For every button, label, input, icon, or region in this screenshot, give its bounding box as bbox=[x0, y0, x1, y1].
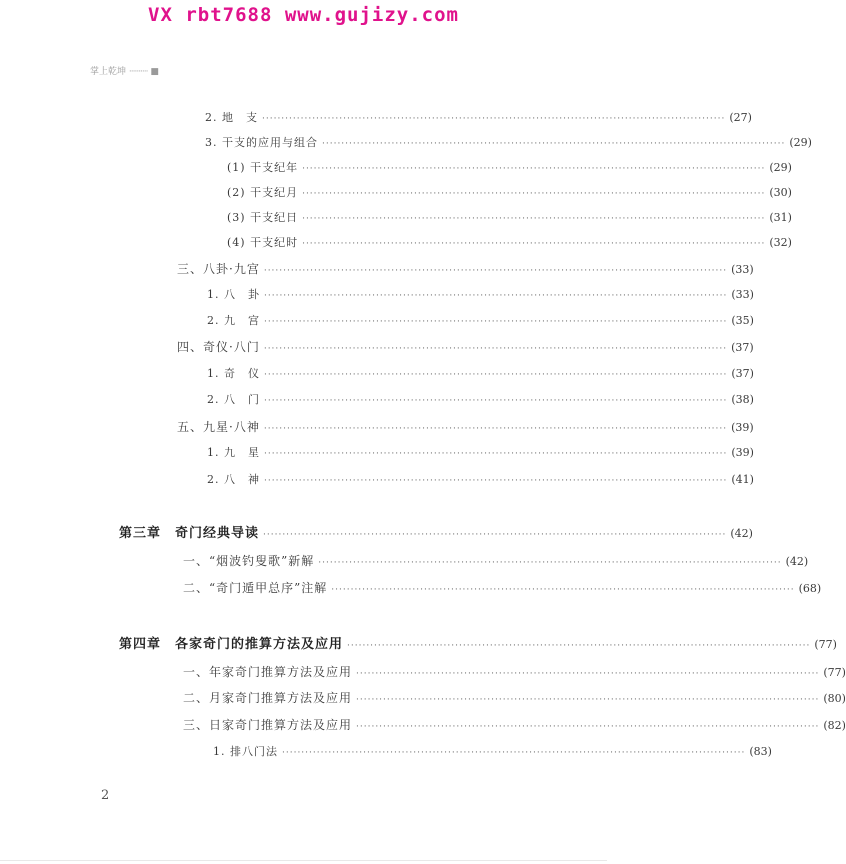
toc-entry-label: 二、月家奇门推算方法及应用 bbox=[183, 691, 353, 705]
toc-entry-page: (83) bbox=[749, 745, 772, 758]
toc-entry-page: (77) bbox=[814, 638, 837, 651]
toc-leader-dots: ························································································································ bbox=[356, 722, 820, 732]
toc-chapter bbox=[119, 526, 753, 542]
toc-entry-label: 1. 九 星 bbox=[207, 446, 260, 459]
toc-leader-dots: ························································································································ bbox=[264, 317, 728, 327]
toc-entry-label: 1. 奇 仪 bbox=[207, 367, 260, 380]
toc-leader-dots: ························································································································ bbox=[263, 424, 728, 434]
watermark: VX rbt7688 www.gujizy.com bbox=[148, 4, 459, 26]
toc-chapter bbox=[119, 637, 837, 653]
toc-entry-page: (68) bbox=[798, 582, 822, 595]
toc-entry bbox=[207, 288, 754, 303]
toc-leader-dots: ························································································································ bbox=[263, 344, 728, 354]
toc-entry bbox=[207, 367, 754, 382]
toc-entry-label: (3) 干支纪日 bbox=[227, 211, 299, 224]
toc-entry-page: (30) bbox=[769, 186, 792, 199]
toc-entry bbox=[183, 718, 846, 734]
toc-leader-dots: ························································································································ bbox=[318, 558, 782, 568]
toc-entry-label: 2. 地 支 bbox=[205, 111, 258, 124]
toc-entry-label: (1) 干支纪年 bbox=[227, 161, 299, 174]
toc-leader-dots: ························································································································ bbox=[347, 641, 811, 651]
toc-leader-dots: ························································································································ bbox=[262, 114, 726, 124]
toc-entry-page: (42) bbox=[785, 555, 809, 568]
toc-entry bbox=[227, 186, 792, 201]
toc-entry-label: 五、九星·八神 bbox=[177, 420, 260, 434]
toc-entry-page: (82) bbox=[823, 719, 846, 732]
toc-leader-dots: ························································································································ bbox=[264, 291, 728, 301]
toc-entry bbox=[177, 340, 754, 356]
toc-entry bbox=[207, 393, 754, 408]
toc-entry bbox=[227, 211, 792, 226]
bottom-rule bbox=[0, 860, 607, 861]
toc-entry-page: (39) bbox=[731, 446, 754, 459]
toc-entry bbox=[205, 111, 752, 126]
toc-leader-dots: ························································································································ bbox=[302, 239, 766, 249]
toc-entry-label: 2. 九 宫 bbox=[207, 314, 260, 327]
toc-entry-page: (39) bbox=[731, 421, 754, 434]
toc-entry-label: 1. 八 卦 bbox=[207, 288, 260, 301]
toc-leader-dots: ························································································································ bbox=[264, 370, 728, 380]
toc-entry-label: 1. 排八门法 bbox=[213, 745, 278, 758]
toc-entry bbox=[183, 554, 809, 570]
toc-entry bbox=[207, 314, 754, 329]
toc-entry bbox=[227, 236, 792, 251]
page-number: 2 bbox=[101, 788, 110, 803]
toc-leader-dots: ························································································································ bbox=[302, 189, 766, 199]
toc-entry-page: (27) bbox=[729, 111, 752, 124]
toc-entry-page: (31) bbox=[769, 211, 792, 224]
toc-entry-page: (32) bbox=[769, 236, 792, 249]
toc-entry bbox=[213, 745, 772, 760]
toc-leader-dots: ························································································································ bbox=[356, 669, 820, 679]
toc-entry-page: (42) bbox=[730, 527, 753, 540]
toc-entry-page: (29) bbox=[769, 161, 792, 174]
toc-entry-label: 三、日家奇门推算方法及应用 bbox=[183, 718, 353, 732]
toc-entry bbox=[205, 136, 812, 151]
toc-entry-page: (33) bbox=[731, 263, 754, 276]
toc-entry-page: (35) bbox=[731, 314, 754, 327]
toc-entry bbox=[183, 691, 846, 707]
toc-entry bbox=[207, 473, 754, 488]
toc-entry bbox=[183, 581, 822, 597]
toc-leader-dots: ························································································································ bbox=[356, 695, 820, 705]
toc-entry bbox=[183, 665, 846, 681]
toc-entry-page: (33) bbox=[731, 288, 754, 301]
toc-entry-label: 第三章 奇门经典导读 bbox=[119, 526, 260, 541]
running-header-title: 掌上乾坤 bbox=[90, 67, 127, 77]
toc-leader-dots: ························································································································ bbox=[264, 396, 728, 406]
toc-entry-page: (41) bbox=[731, 473, 754, 486]
toc-entry-page: (38) bbox=[731, 393, 754, 406]
toc-entry-label: 3. 干支的应用与组合 bbox=[205, 136, 318, 149]
toc-leader-dots: ························································································································ bbox=[302, 214, 766, 224]
toc-leader-dots: ························································································································ bbox=[264, 449, 728, 459]
toc-entry-label: (2) 干支纪月 bbox=[227, 186, 299, 199]
toc-leader-dots: ························································································································ bbox=[282, 748, 746, 758]
toc-entry-label: 2. 八 门 bbox=[207, 393, 260, 406]
toc-entry-page: (37) bbox=[731, 341, 754, 354]
toc-entry bbox=[177, 420, 754, 436]
toc-entry-label: 2. 八 神 bbox=[207, 473, 260, 486]
toc-entry-label: 三、八卦·九宫 bbox=[177, 262, 260, 276]
running-header-rule: ·········· bbox=[128, 67, 148, 77]
toc-entry-page: (29) bbox=[789, 136, 812, 149]
toc-entry-label: 四、奇仪·八门 bbox=[177, 340, 260, 354]
toc-entry-label: 一、“烟波钓叟歌”新解 bbox=[183, 554, 315, 568]
toc-entry-label: 二、“奇门遁甲总序”注解 bbox=[183, 581, 328, 595]
toc-entry-page: (37) bbox=[731, 367, 754, 380]
toc-entry-label: (4) 干支纪时 bbox=[227, 236, 299, 249]
toc-leader-dots: ························································································································ bbox=[302, 164, 766, 174]
running-header-mark: ■ bbox=[150, 67, 159, 77]
toc-entry bbox=[207, 446, 754, 461]
toc-entry bbox=[227, 161, 792, 176]
toc-entry-page: (80) bbox=[823, 692, 846, 705]
toc-leader-dots: ························································································································ bbox=[263, 266, 728, 276]
toc-entry-label: 一、年家奇门推算方法及应用 bbox=[183, 665, 353, 679]
toc-leader-dots: ························································································································ bbox=[331, 585, 795, 595]
toc-leader-dots: ························································································································ bbox=[263, 530, 727, 540]
toc-entry-page: (77) bbox=[823, 666, 846, 679]
toc-leader-dots: ························································································································ bbox=[264, 476, 728, 486]
toc-entry bbox=[177, 262, 754, 278]
toc-entry-label: 第四章 各家奇门的推算方法及应用 bbox=[119, 637, 344, 652]
toc-leader-dots: ························································································································ bbox=[322, 139, 786, 149]
